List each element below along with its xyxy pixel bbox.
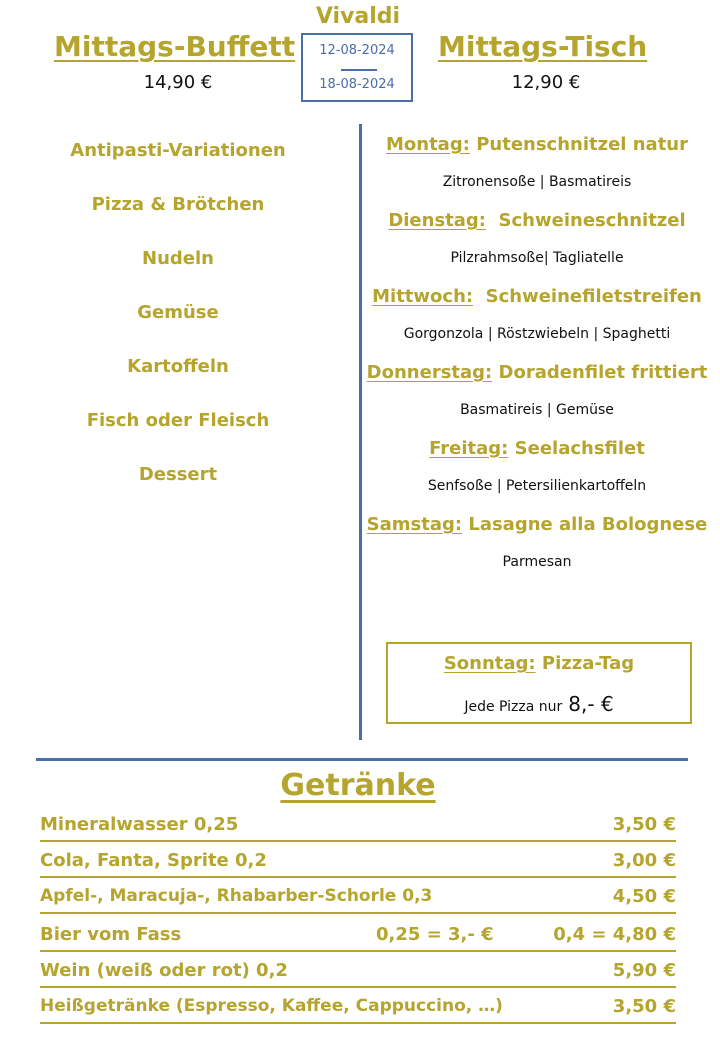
sunday-offer <box>388 692 690 716</box>
drink-row <box>40 814 676 842</box>
day-name: Freitag: <box>429 438 509 459</box>
dish-name: Schweinefiletstreifen <box>485 286 702 307</box>
dish-name: Seelachsfilet <box>514 438 645 459</box>
dish-name: Schweineschnitzel <box>498 210 686 231</box>
buffet-price: 14,90 € <box>143 72 213 93</box>
day-sides: Gorgonzola | Röstzwiebeln | Spaghetti <box>403 326 671 342</box>
day-heading-saturday <box>364 514 710 535</box>
day-sides: Pilzrahmsoße| Tagliatelle <box>450 250 624 266</box>
sunday-text: Jede Pizza nur <box>464 699 563 715</box>
drink-name: Heißgetränke (Espresso, Kaffee, Cappuccino, …) <box>40 996 503 1016</box>
buffet-title: Mittags-Buffett <box>54 30 296 63</box>
restaurant-name: Vivaldi <box>315 4 401 29</box>
date-separator <box>341 69 377 71</box>
column-divider <box>359 124 362 740</box>
drink-price: 3,00 € <box>612 850 676 871</box>
drink-row <box>40 996 676 1024</box>
buffet-item: Gemüse <box>137 302 219 323</box>
sunday-box <box>386 642 692 724</box>
day-heading-friday <box>364 438 710 459</box>
buffet-item: Fisch oder Fleisch <box>86 410 270 431</box>
dish-name: Pizza-Tag <box>541 653 635 674</box>
date-to: 18-08-2024 <box>319 77 395 92</box>
tisch-title: Mittags-Tisch <box>438 30 648 63</box>
sunday-heading <box>388 653 690 674</box>
day-sides: Parmesan <box>502 554 572 570</box>
drink-row <box>40 850 676 878</box>
day-sides: Senfsoße | Petersilienkartoffeln <box>427 478 647 494</box>
dish-name: Lasagne alla Bolognese <box>468 514 708 535</box>
date-range-box <box>301 33 413 102</box>
day-name: Sonntag: <box>443 653 536 674</box>
sunday-price: 8,- € <box>568 692 614 716</box>
dish-name: Doradenfilet frittiert <box>498 362 708 383</box>
day-heading-wednesday <box>364 286 710 307</box>
buffet-item: Nudeln <box>142 248 214 269</box>
buffet-item: Pizza & Brötchen <box>91 194 265 215</box>
day-name: Donnerstag: <box>366 362 493 383</box>
dish-name: Putenschnitzel natur <box>476 134 689 155</box>
buffet-item: Kartoffeln <box>127 356 229 377</box>
drink-row <box>40 960 676 988</box>
drink-row <box>40 924 676 952</box>
section-divider <box>36 758 688 761</box>
drink-price: 3,50 € <box>612 996 676 1017</box>
drink-price: 4,50 € <box>612 886 676 907</box>
drink-price: 0,4 = 4,80 € <box>553 924 676 945</box>
day-heading-monday <box>364 134 710 155</box>
drink-name: Apfel-, Maracuja-, Rhabarber-Schorle 0,3 <box>40 886 433 906</box>
drink-name: Cola, Fanta, Sprite 0,2 <box>40 850 267 871</box>
drink-price-small: 0,25 = 3,- € <box>376 924 494 945</box>
drink-name: Mineralwasser 0,25 <box>40 814 239 835</box>
day-sides: Basmatireis | Gemüse <box>460 402 614 418</box>
day-sides: Zitronensoße | Basmatireis <box>442 174 632 190</box>
drink-price: 3,50 € <box>612 814 676 835</box>
drinks-title: Getränke <box>280 768 436 803</box>
day-heading-thursday <box>364 362 710 383</box>
drink-row <box>40 886 676 914</box>
buffet-item: Antipasti-Variationen <box>70 140 286 161</box>
day-name: Samstag: <box>366 514 463 535</box>
day-name: Montag: <box>385 134 470 155</box>
day-name: Dienstag: <box>388 210 486 231</box>
day-name: Mittwoch: <box>372 286 474 307</box>
day-heading-tuesday <box>364 210 710 231</box>
date-from: 12-08-2024 <box>319 43 395 58</box>
buffet-item: Dessert <box>138 464 218 485</box>
drink-price: 5,90 € <box>612 960 676 981</box>
tisch-price: 12,90 € <box>511 72 581 93</box>
drink-name: Bier vom Fass <box>40 924 182 945</box>
drink-name: Wein (weiß oder rot) 0,2 <box>40 960 288 981</box>
